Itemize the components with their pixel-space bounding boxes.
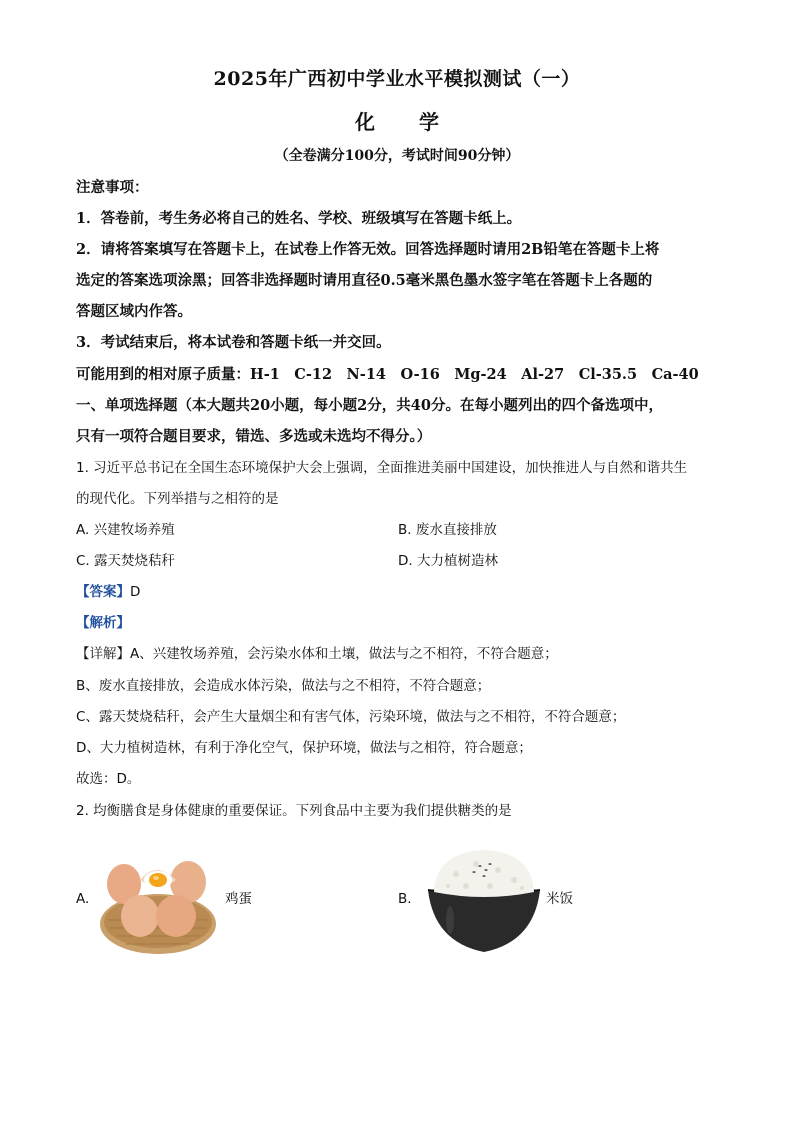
eggs-basket-image: [96, 850, 220, 958]
q1-answer: [76, 582, 140, 602]
answer-value: D: [130, 584, 141, 600]
section-heading-line-1: 一、单项选择题（本大题共20小题，每小题2分，共40分。在每小题列出的四个备选项中，: [76, 397, 663, 414]
detail-a-text: A、兴建牧场养殖，会污染水体和土壤，做法与之不相符，不符合题意；: [130, 646, 558, 662]
section-heading-line-2: 只有一项符合题目要求，错选、多选或未选均不得分。）: [76, 428, 432, 445]
atomic-masses: 可能用到的相对原子质量：H-1 C-12 N-14 O-16 Mg-24 Al-27 Cl-35.5 Ca-40: [76, 366, 699, 383]
analysis-tag: 【解析】: [76, 615, 130, 631]
q1-option-d: D. 大力植树造林: [398, 553, 498, 569]
notice-item-2-line-2: 选定的答案选项涂黑；回答非选择题时请用直径0.5毫米黑色墨水签字笔在答题卡上各题的: [76, 272, 653, 289]
q2-option-a-label: 鸡蛋: [225, 891, 252, 907]
q1-conclusion: 故选：D。: [76, 771, 141, 787]
answer-tag: 【答案】: [76, 584, 130, 600]
notice-heading: 注意事项：: [76, 179, 149, 196]
q2-option-a-letter: A.: [76, 891, 90, 907]
notice-item-2-line-3: 答题区域内作答。: [76, 303, 192, 320]
q1-analysis: [76, 613, 130, 633]
exam-meta: （全卷满分100分，考试时间90分钟）: [274, 148, 520, 164]
q1-detail-b: B、废水直接排放，会造成水体污染，做法与之不相符，不符合题意；: [76, 678, 491, 694]
q1-detail-d: D、大力植树造林，有利于净化空气，保护环境，做法与之相符，符合题意；: [76, 740, 532, 756]
q1-stem-line-1: 1. 习近平总书记在全国生态环境保护大会上强调，全面推进美丽中国建设，加快推进人与自然和谐共生: [76, 460, 688, 476]
q2-stem: 2. 均衡膳食是身体健康的重要保证。下列食品中主要为我们提供糖类的是: [76, 803, 512, 819]
q1-detail-c: C、露天焚烧秸秆，会产生大量烟尘和有害气体，污染环境，做法与之不相符，不符合题意；: [76, 709, 626, 725]
notice-item-1: 1．答卷前，考生务必将自己的姓名、学校、班级填写在答题卡纸上。: [76, 210, 522, 227]
q2-option-b-letter: B.: [398, 891, 412, 907]
notice-item-3: 3．考试结束后，将本试卷和答题卡纸一并交回。: [76, 334, 391, 351]
subject-title: 化学: [355, 110, 483, 134]
rice-bowl-image: [426, 846, 542, 954]
q1-option-c: C. 露天焚烧秸秆: [76, 553, 176, 569]
q1-option-a: A. 兴建牧场养殖: [76, 522, 175, 538]
q1-option-b: B. 废水直接排放: [398, 522, 497, 538]
notice-item-2-line-1: 2．请将答案填写在答题卡上，在试卷上作答无效。回答选择题时请用2B铅笔在答题卡上将: [76, 241, 660, 258]
q2-option-b-label: 米饭: [546, 891, 573, 907]
q1-stem-line-2: 的现代化。下列举措与之相符的是: [76, 491, 279, 507]
detail-tag: 【详解】: [76, 646, 130, 662]
q1-detail-a: [76, 644, 558, 664]
page-title: 2025年广西初中学业水平模拟测试（一）: [213, 68, 581, 90]
